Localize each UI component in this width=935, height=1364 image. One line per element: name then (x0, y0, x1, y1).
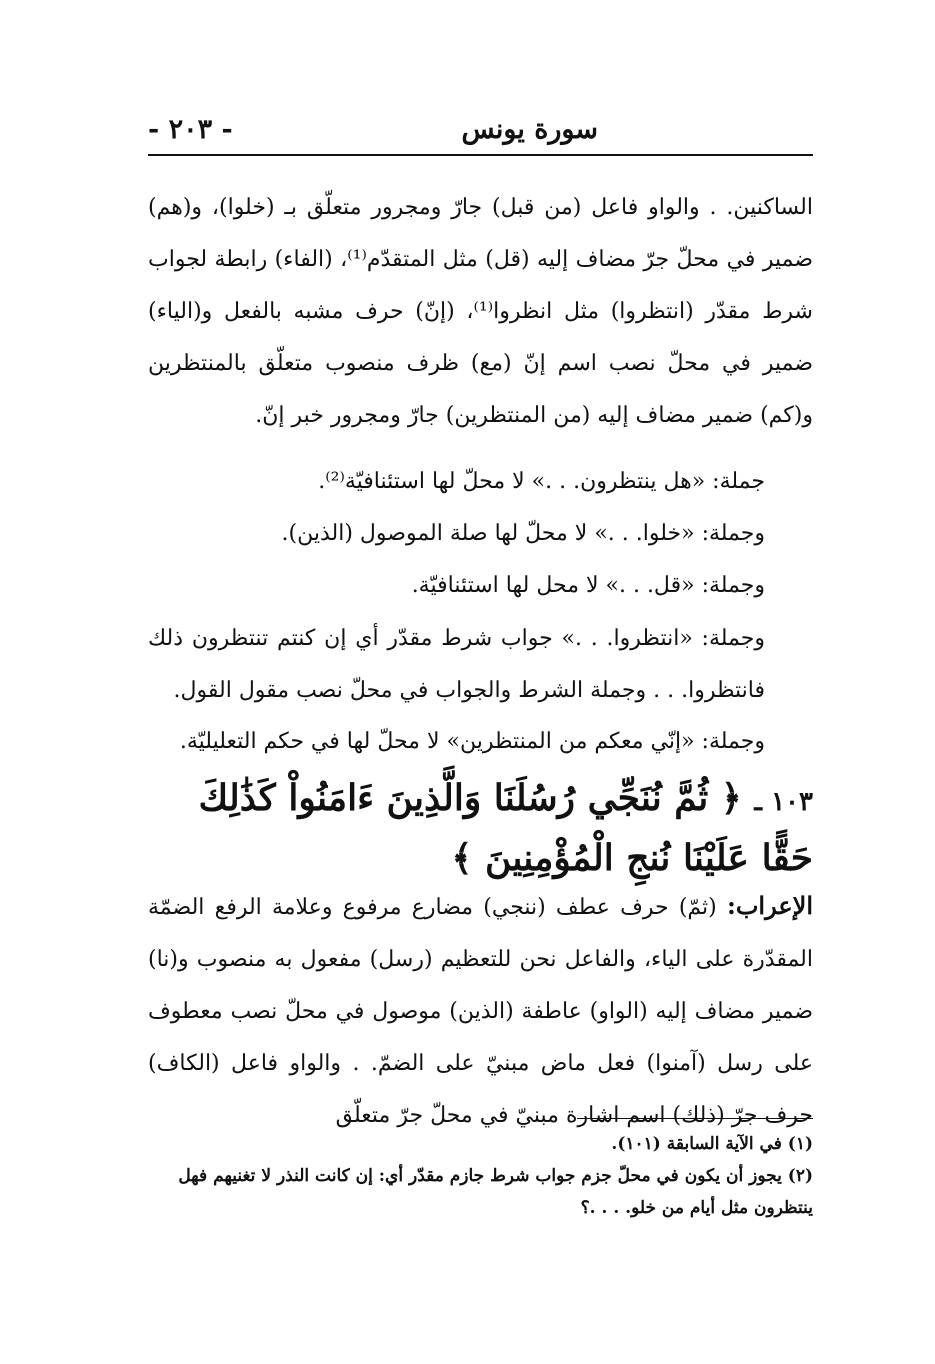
paragraph-analysis: الساكنين. . والواو فاعل (من قبل) جارّ ومجرور متعلّق بـ (خلوا)، و(هم) ضمير في محلّ جرّ مضاف إليه (قل) مثل المتقدّم⁽¹⁾، (الفاء) رابطة لجواب شرط مقدّر (انتظروا) مثل انظروا⁽¹⁾، (إنّ) حرف مشبه بالفعل و(الياء) ضمير في محلّ نصب اسم إنّ (مع) ظرف منصوب متعلّق بالمنتظرين و(كم) ضمير مضاف إليه (من المنتظرين) جارّ ومجرور خبر إنّ. (148, 195, 813, 428)
irab-text: (ثمّ) حرف عطف (ننجي) مضارع مرفوع وعلامة الرفع الضمّة المقدّرة على الياء، والفاعل نحن للتعظيم (رسل) مفعول به منصوب و(نا) ضمير مضاف إليه (الواو) عاطفة (الذين) موصول في محلّ نصب معطوف على رسل (آمنوا) فعل ماض مبنيّ على الضمّ. . والواو فاعل (الكاف) حرف جرّ (ذلك) اسم اشارة مبنيّ في محلّ جرّ متعلّق (148, 895, 813, 1128)
sentence-analysis-5 (148, 716, 813, 768)
page-header (148, 112, 813, 152)
sentence-text: جملة: «هل ينتظرون. . .» لا محلّ لها استئنافيّة⁽²⁾. (318, 469, 765, 494)
sentence-analysis-2 (148, 508, 813, 560)
sentence-text: وجملة: «إنّي معكم من المنتظرين» لا محلّ لها في حكم التعليليّة. (179, 729, 765, 754)
footnote-1: (١) في الآية السابقة (١٠١). (611, 1134, 813, 1154)
footnotes (148, 1128, 813, 1224)
sentence-analysis-3 (148, 560, 813, 612)
sentence-analysis-4 (148, 613, 813, 717)
sentence-analysis-1 (148, 456, 813, 508)
page-number: - ٢٠٣ - (148, 114, 233, 145)
irab-paragraph (148, 880, 813, 1142)
page-title: سورة يونس (461, 114, 598, 145)
sentence-text: وجملة: «انتظروا. . .» جواب شرط مقدّر أي إن كنتم تنتظرون ذلك فانتظروا. . . وجملة الشرط والجواب في محلّ نصب مقول القول. (148, 626, 765, 703)
verse-number: ١٠٣ ـ (754, 787, 813, 817)
header-divider (148, 154, 813, 156)
sentence-text: وجملة: «خلوا. . .» لا محلّ لها صلة الموصول (الذين). (281, 521, 765, 546)
quran-verse (140, 770, 813, 886)
irab-label: الإعراب: (726, 891, 813, 920)
footnote-divider (577, 1118, 813, 1119)
verse-text: ﴿ ثُمَّ نُنَجِّي رُسُلَنَا وَالَّذِينَ ءَامَنُواْ كَذَٰلِكَ حَقًّا عَلَيْنَا نُنجِ الْمُؤْمِنِينَ ﴾ (198, 777, 813, 879)
footnote-2: (٢) يجوز أن يكون في محلّ جزم جواب شرط جازم مقدّر أي: إن كانت النذر لا تغنيهم فهل ينتظرون مثل أيام من خلو. . . .؟ (178, 1166, 813, 1218)
sentence-text: وجملة: «قل. . .» لا محل لها استئنافيّة. (411, 573, 765, 598)
